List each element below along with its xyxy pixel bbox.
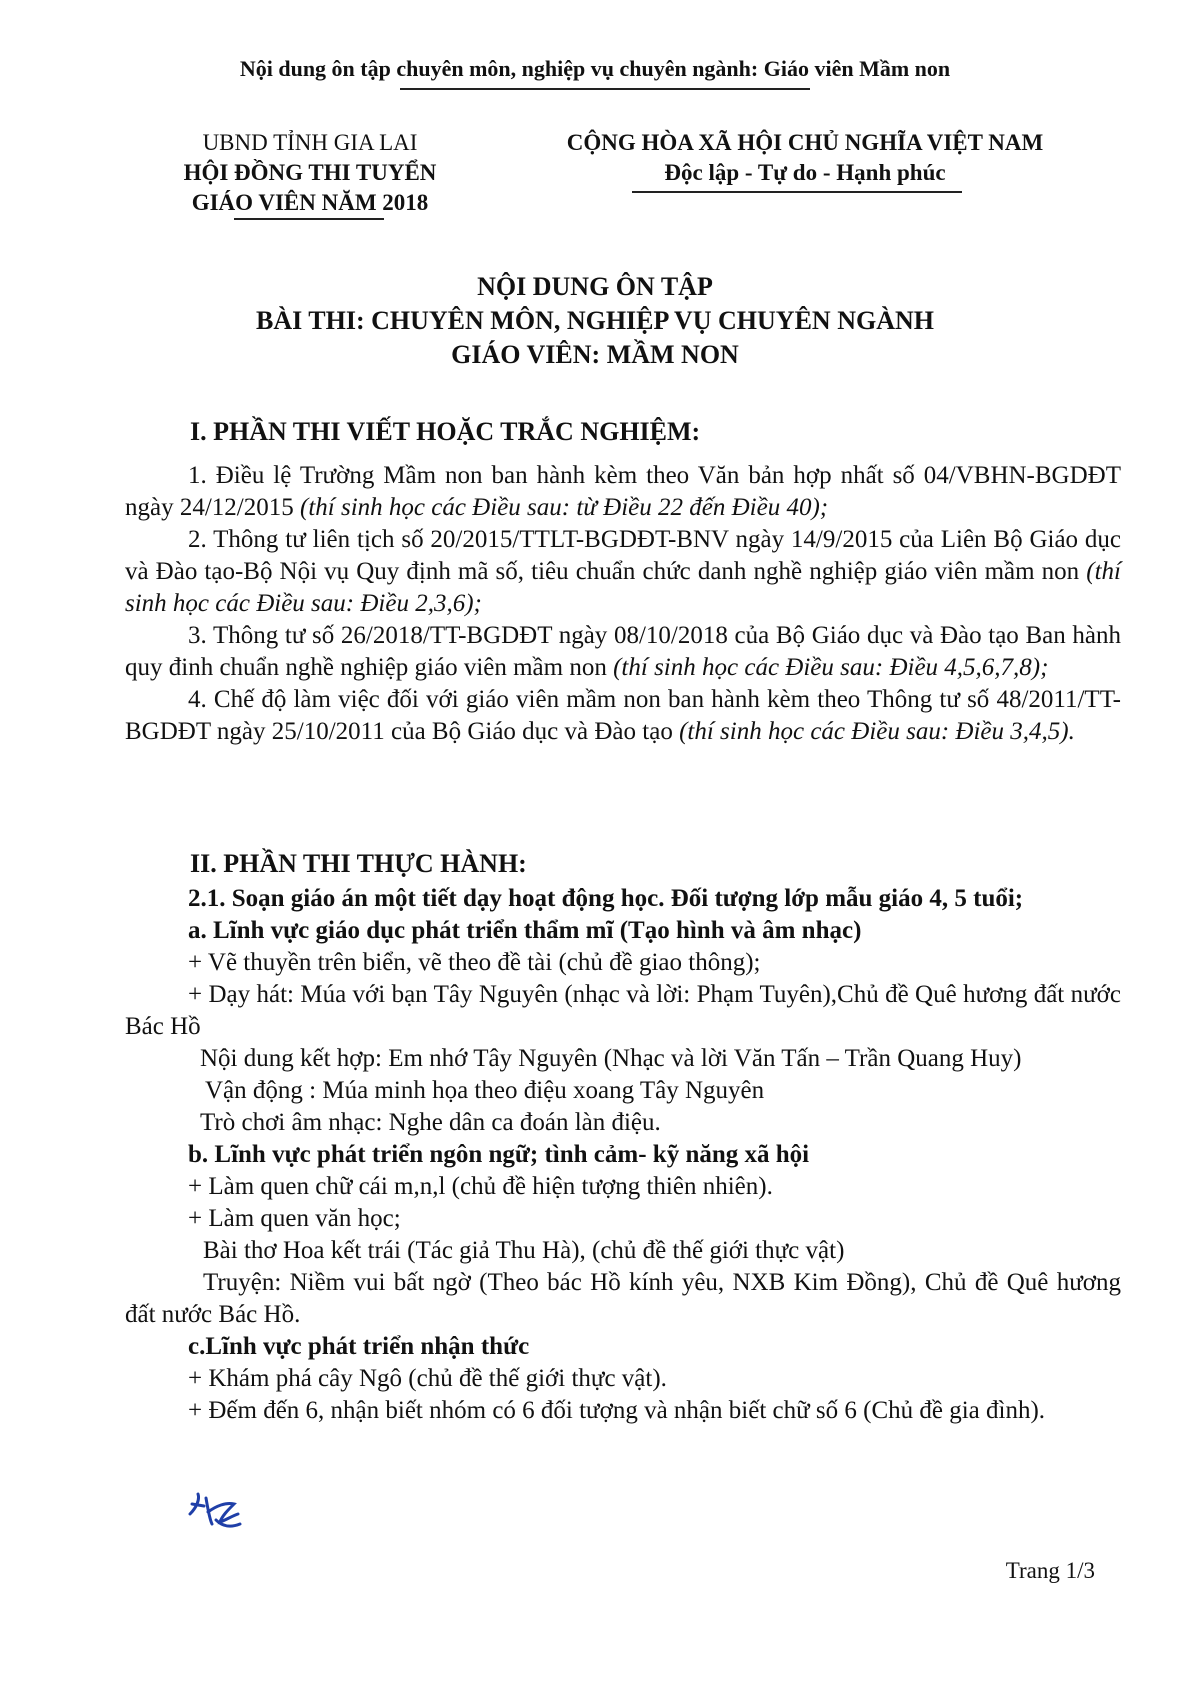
nation-motto: Độc lập - Tự do - Hạnh phúc [664,160,946,185]
section-a-heading: a. Lĩnh vực giáo dục phát triển thẩm mĩ (Tạo hình và âm nhạc) [188,917,862,944]
header-underline [400,88,810,90]
title-line-2: BÀI THI: CHUYÊN MÔN, NGHIỆP VỤ CHUYÊN NGÀNH [256,306,934,335]
part1-items [125,460,1121,748]
part1-heading: I. PHẦN THI VIẾT HOẶC TRẮC NGHIỆM: [190,417,701,446]
section-a-line: Nội dung kết hợp: Em nhớ Tây Nguyên (Nhạc và lời Văn Tấn – Trần Quang Huy) [200,1045,1022,1072]
nation-block [540,128,1070,188]
part2-content [125,883,1121,1427]
part1-item: 3. Thông tư số 26/2018/TT-BGDĐT ngày 08/10/2018 của Bộ Giáo dục và Đào tạo Ban hành quy đinh chuẩn nghề nghiệp giáo viên mầm non (thí sinh học các Điều sau: Điều 4,5,6,7,8); [125,622,1121,681]
section-c-line: + Đếm đến 6, nhận biết nhóm có 6 đối tượng và nhận biết chữ số 6 (Chủ đề gia đình). [188,1397,1046,1424]
agency-underline [234,218,384,220]
section-b-line: + Làm quen chữ cái m,n,l (chủ đề hiện tượng thiên nhiên). [188,1173,773,1200]
agency-block [120,128,500,218]
part1-item: 2. Thông tư liên tịch số 20/2015/TTLT-BGDĐT-BNV ngày 14/9/2015 của Liên Bộ Giáo dục và Đào tạo-Bộ Nội vụ Quy định mã số, tiêu chuẩn chức danh nghề nghiệp giáo viên mầm non (thí sinh học các Điều sau: Điều 2,3,6); [125,526,1121,617]
section-c-heading: c.Lĩnh vực phát triển nhận thức [188,1333,530,1360]
section-a-line: + Vẽ thuyền trên biển, vẽ theo đề tài (chủ đề giao thông); [188,949,761,976]
section-b-heading: b. Lĩnh vực phát triển ngôn ngữ; tình cảm- kỹ năng xã hội [188,1141,810,1168]
part1-item: 4. Chế độ làm việc đối với giáo viên mầm non ban hành kèm theo Thông tư số 48/2011/TT-BGDĐT ngày 25/10/2011 của Bộ Giáo dục và Đào tạo (thí sinh học các Điều sau: Điều 3,4,5). [125,686,1121,745]
motto-underline [632,191,962,193]
agency-council: HỘI ĐỒNG THI TUYỂN [183,160,437,185]
section-c-line: + Khám phá cây Ngô (chủ đề thế giới thực vật). [188,1365,667,1392]
signature-mark [186,1490,246,1530]
section-a-line: Trò chơi âm nhạc: Nghe dân ca đoán làn điệu. [200,1109,661,1136]
section-b-line: + Làm quen văn học; [188,1205,401,1232]
part1-item: 1. Điều lệ Trường Mầm non ban hành kèm theo Văn bản hợp nhất số 04/VBHN-BGDĐT ngày 24/12/2015 (thí sinh học các Điều sau: từ Điều 22 đến Điều 40); [125,462,1121,521]
agency-year: GIÁO VIÊN NĂM 2018 [191,190,429,215]
section-b-line: Bài thơ Hoa kết trái (Tác giả Thu Hà), (chủ đề thế giới thực vật) [203,1237,845,1264]
page-number: Trang 1/3 [1005,1558,1095,1583]
title-line-3: GIÁO VIÊN: MẦM NON [451,340,739,369]
part2-subheading: 2.1. Soạn giáo án một tiết dạy hoạt động học. Đối tượng lớp mẫu giáo 4, 5 tuổi; [188,885,1024,912]
title-line-1: NỘI DUNG ÔN TẬP [477,272,713,301]
nation-name: CỘNG HÒA XÃ HỘI CHỦ NGHĨA VIỆT NAM [566,130,1044,155]
section-a-line: Vận động : Múa minh họa theo điệu xoang Tây Nguyên [205,1077,765,1104]
part2-heading: II. PHẦN THI THỰC HÀNH: [190,849,527,878]
section-b-line: Truyện: Niềm vui bất ngờ (Theo bác Hồ kính yêu, NXB Kim Đồng), Chủ đề Quê hương đất nước Bác Hồ. [125,1269,1121,1328]
agency-province: UBND TỈNH GIA LAI [202,130,418,155]
document-header: Nội dung ôn tập chuyên môn, nghiệp vụ chuyên ngành: Giáo viên Mầm non [239,56,951,81]
document-title [0,270,1190,372]
section-a-line: + Dạy hát: Múa với bạn Tây Nguyên (nhạc và lời: Phạm Tuyên),Chủ đề Quê hương đất nước Bác Hồ [125,981,1121,1040]
